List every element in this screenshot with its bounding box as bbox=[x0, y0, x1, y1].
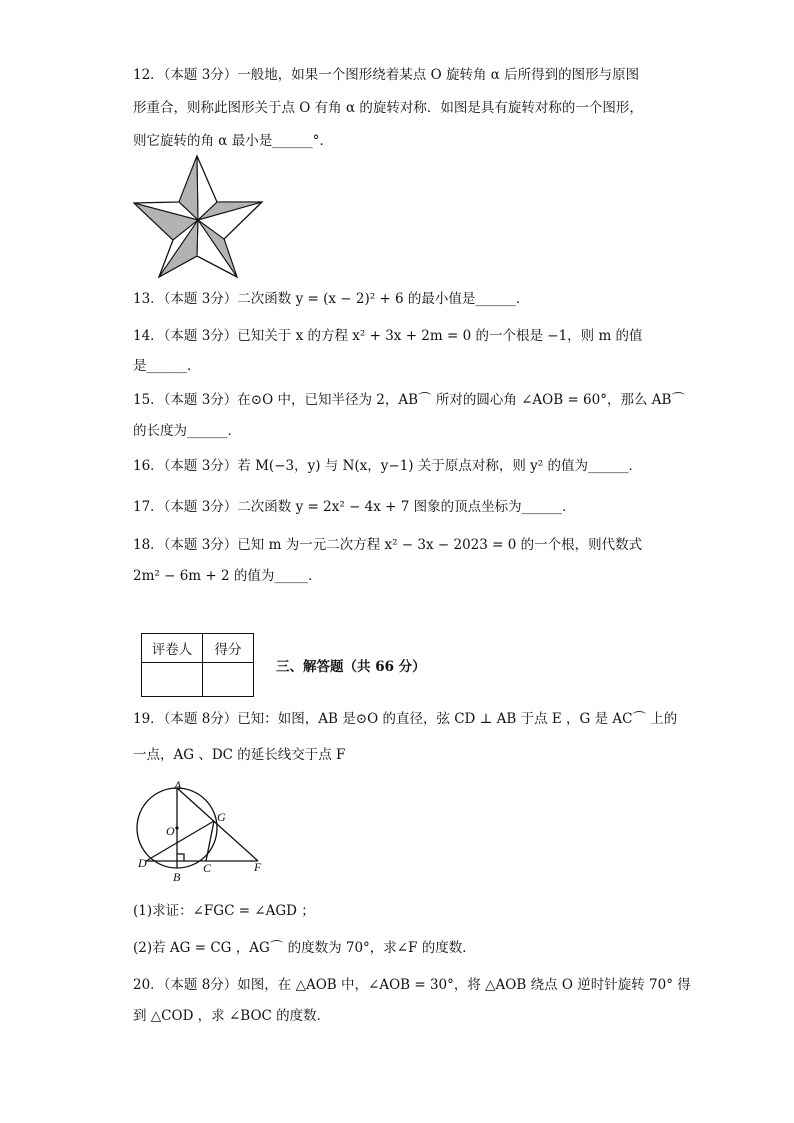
q12-line1: 12．（本题 3分）一般地，如果一个图形绕着某点 O 旋转角 α 后所得到的图形与原图 bbox=[133, 67, 640, 83]
q20-line1: 20．（本题 8分）如图，在 △AOB 中，∠AOB = 30°，将 △AOB 绕点 O 逆时针旋转 70° 得 bbox=[133, 977, 691, 993]
q19-line2: 一点，AG 、DC 的延长线交于点 F bbox=[133, 747, 346, 763]
label-F: F bbox=[254, 860, 262, 874]
reviewer-cell bbox=[142, 663, 203, 697]
score-cell bbox=[203, 663, 254, 697]
q14-line1: 14．（本题 3分）已知关于 x 的方程 x² + 3x + 2m = 0 的一个根是 −1，则 m 的值 bbox=[133, 328, 643, 344]
q12-line2: 形重合，则称此图形关于点 O 有角 α 的旋转对称．如图是具有旋转对称的一个图形， bbox=[133, 100, 643, 116]
q16-line1: 16．（本题 3分）若 M(−3，y) 与 N(x，y−1) 关于原点对称，则 y² 的值为______． bbox=[133, 458, 642, 474]
label-B: B bbox=[173, 870, 181, 884]
score-header: 得分 bbox=[203, 634, 254, 663]
q17-line1: 17．（本题 3分）二次函数 y = 2x² − 4x + 7 图象的顶点坐标为______． bbox=[133, 499, 576, 515]
circle-figure bbox=[133, 778, 268, 884]
label-G: G bbox=[217, 810, 226, 824]
q20-line2: 到 △COD ，求 ∠BOC 的度数． bbox=[133, 1008, 331, 1024]
q15-line2: 的长度为______． bbox=[133, 423, 241, 439]
reviewer-header: 评卷人 bbox=[142, 634, 203, 663]
q19-sub1: (1)求证：∠FGC = ∠AGD ； bbox=[133, 903, 315, 919]
section-title: 三、解答题（共 66 分） bbox=[276, 659, 426, 675]
score-table bbox=[141, 633, 254, 697]
q12-line3: 则它旋转的角 α 最小是______°． bbox=[133, 133, 333, 149]
q18-line2: 2m² − 6m + 2 的值为_____． bbox=[133, 568, 322, 584]
star-figure bbox=[133, 154, 265, 279]
q19-sub2: (2)若 AG = CG ，AG⌒ 的度数为 70°，求∠F 的度数． bbox=[133, 940, 476, 956]
label-O: O bbox=[166, 824, 175, 838]
q13-line1: 13．（本题 3分）二次函数 y = (x − 2)² + 6 的最小值是______． bbox=[133, 291, 530, 307]
q18-line1: 18．（本题 3分）已知 m 为一元二次方程 x² − 3x − 2023 = 0 的一个根，则代数式 bbox=[133, 537, 643, 553]
q15-line1: 15．（本题 3分）在⊙O 中，已知半径为 2，AB⌒ 所对的圆心角 ∠AOB = 60°，那么 AB⌒ bbox=[133, 392, 685, 408]
q14-line2: 是______． bbox=[133, 358, 201, 374]
q19-line1: 19．（本题 8分）已知：如图，AB 是⊙O 的直径，弦 CD ⊥ AB 于点 E ，G 是 AC⌒ 上的 bbox=[133, 711, 678, 727]
label-C: C bbox=[203, 861, 212, 875]
label-A: A bbox=[174, 778, 182, 792]
label-D: D bbox=[138, 856, 147, 870]
